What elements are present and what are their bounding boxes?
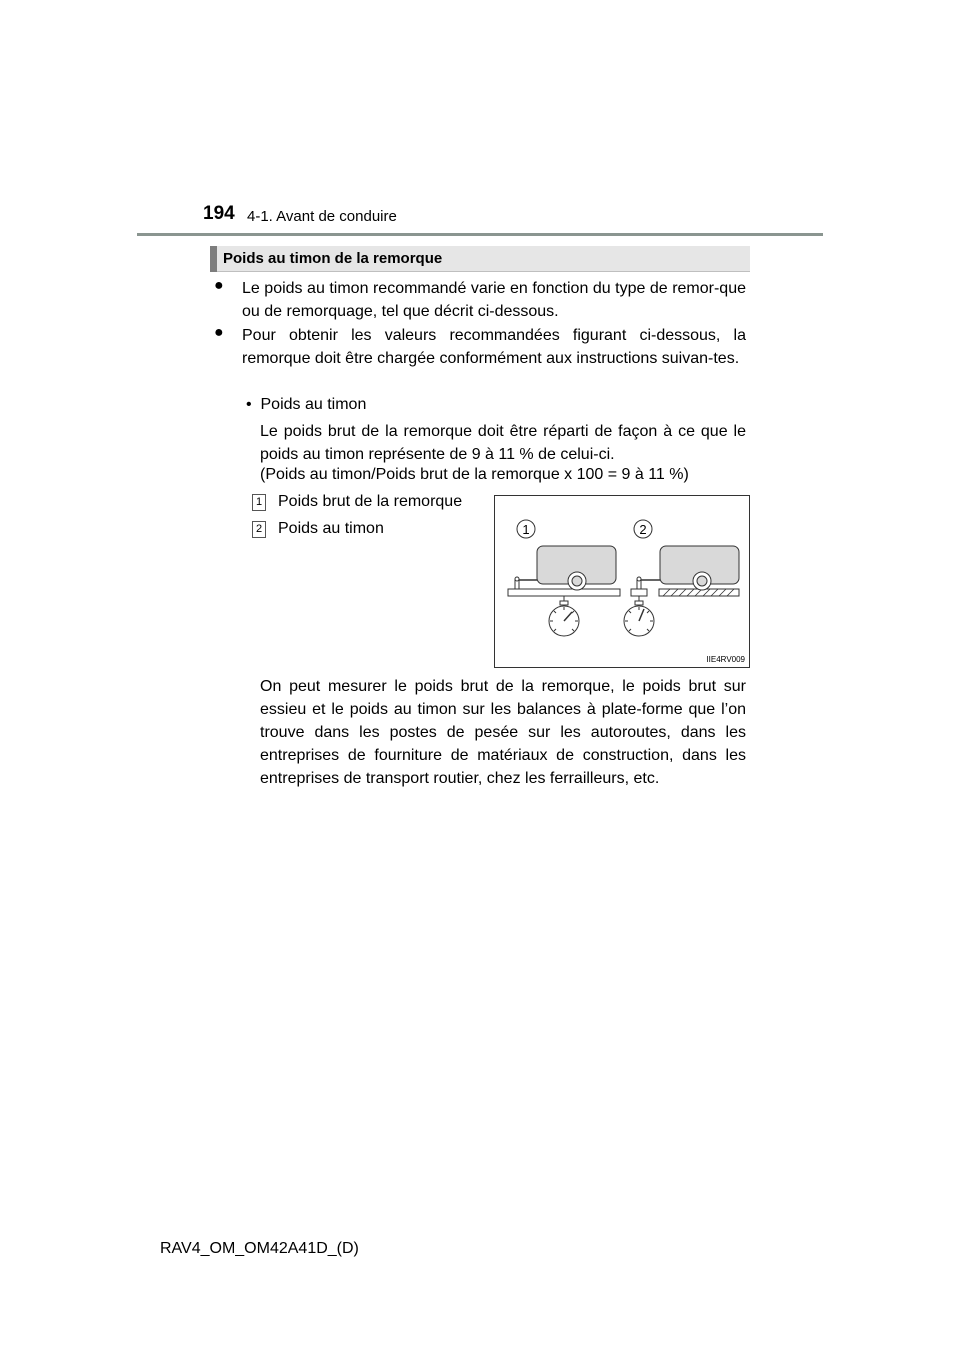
sub-item-description: Le poids brut de la remorque doit être réparti de façon à ce que le poids au timon représente de 9 à 11 % de celui-ci. [260,423,746,463]
scale-dial-left-icon [549,596,579,636]
trailer-weighing-figure [494,495,750,668]
sub-bullet-icon: • [246,396,261,413]
closing-paragraph: On peut mesurer le poids brut de la remorque, le poids brut sur essieu et le poids au timon sur les balances à plate-forme que l’on trouve dans les postes de pesée sur les autoroutes, dans les entreprises de fourniture de matériaux de construction, dans les entreprises de transport routier, chez les ferrailleurs, etc. [260,678,746,787]
page-number: 194 [203,203,235,224]
bullet-text: Pour obtenir les valeurs recommandées figurant ci-dessous, la remorque doit être chargée conformément aux instructions suivan-tes. [242,327,746,367]
bullet-item [214,277,746,323]
trailer-left-icon [508,546,620,596]
trailer-right-icon [631,546,739,596]
scale-dial-right-icon [624,596,654,636]
bullet-dot-icon: ● [214,324,224,341]
legend-label: Poids au timon [278,520,384,537]
figure-code: IIE4RV009 [706,655,745,664]
section-heading [210,246,750,272]
section-title: Poids au timon de la remorque [223,250,443,267]
svg-text:2: 2 [639,522,647,537]
svg-text:1: 1 [522,522,530,537]
callout-2 [634,520,652,538]
callout-number-badge: 2 [252,521,266,538]
callout-number-badge: 1 [252,494,266,511]
document-code: RAV4_OM_OM42A41D_(D) [160,1240,359,1257]
section-accent [210,246,217,272]
bullet-dot-icon: ● [214,277,224,294]
chapter-title: 4-1. Avant de conduire [247,208,397,225]
legend-item [252,517,384,540]
sub-item-label: Poids au timon [260,396,367,413]
legend-label: Poids brut de la remorque [278,493,463,510]
bullet-text: Le poids au timon recommandé varie en fonction du type de remor-que ou de remorquage, tel que décrit ci-dessous. [242,280,746,320]
bullet-item [214,324,746,370]
trailer-weighing-illustration [495,496,749,667]
sub-item [246,393,746,416]
header-rule [137,233,823,236]
legend-item [252,490,462,513]
callout-1 [517,520,535,538]
sub-item-formula: (Poids au timon/Poids brut de la remorque x 100 = 9 à 11 %) [260,466,689,483]
